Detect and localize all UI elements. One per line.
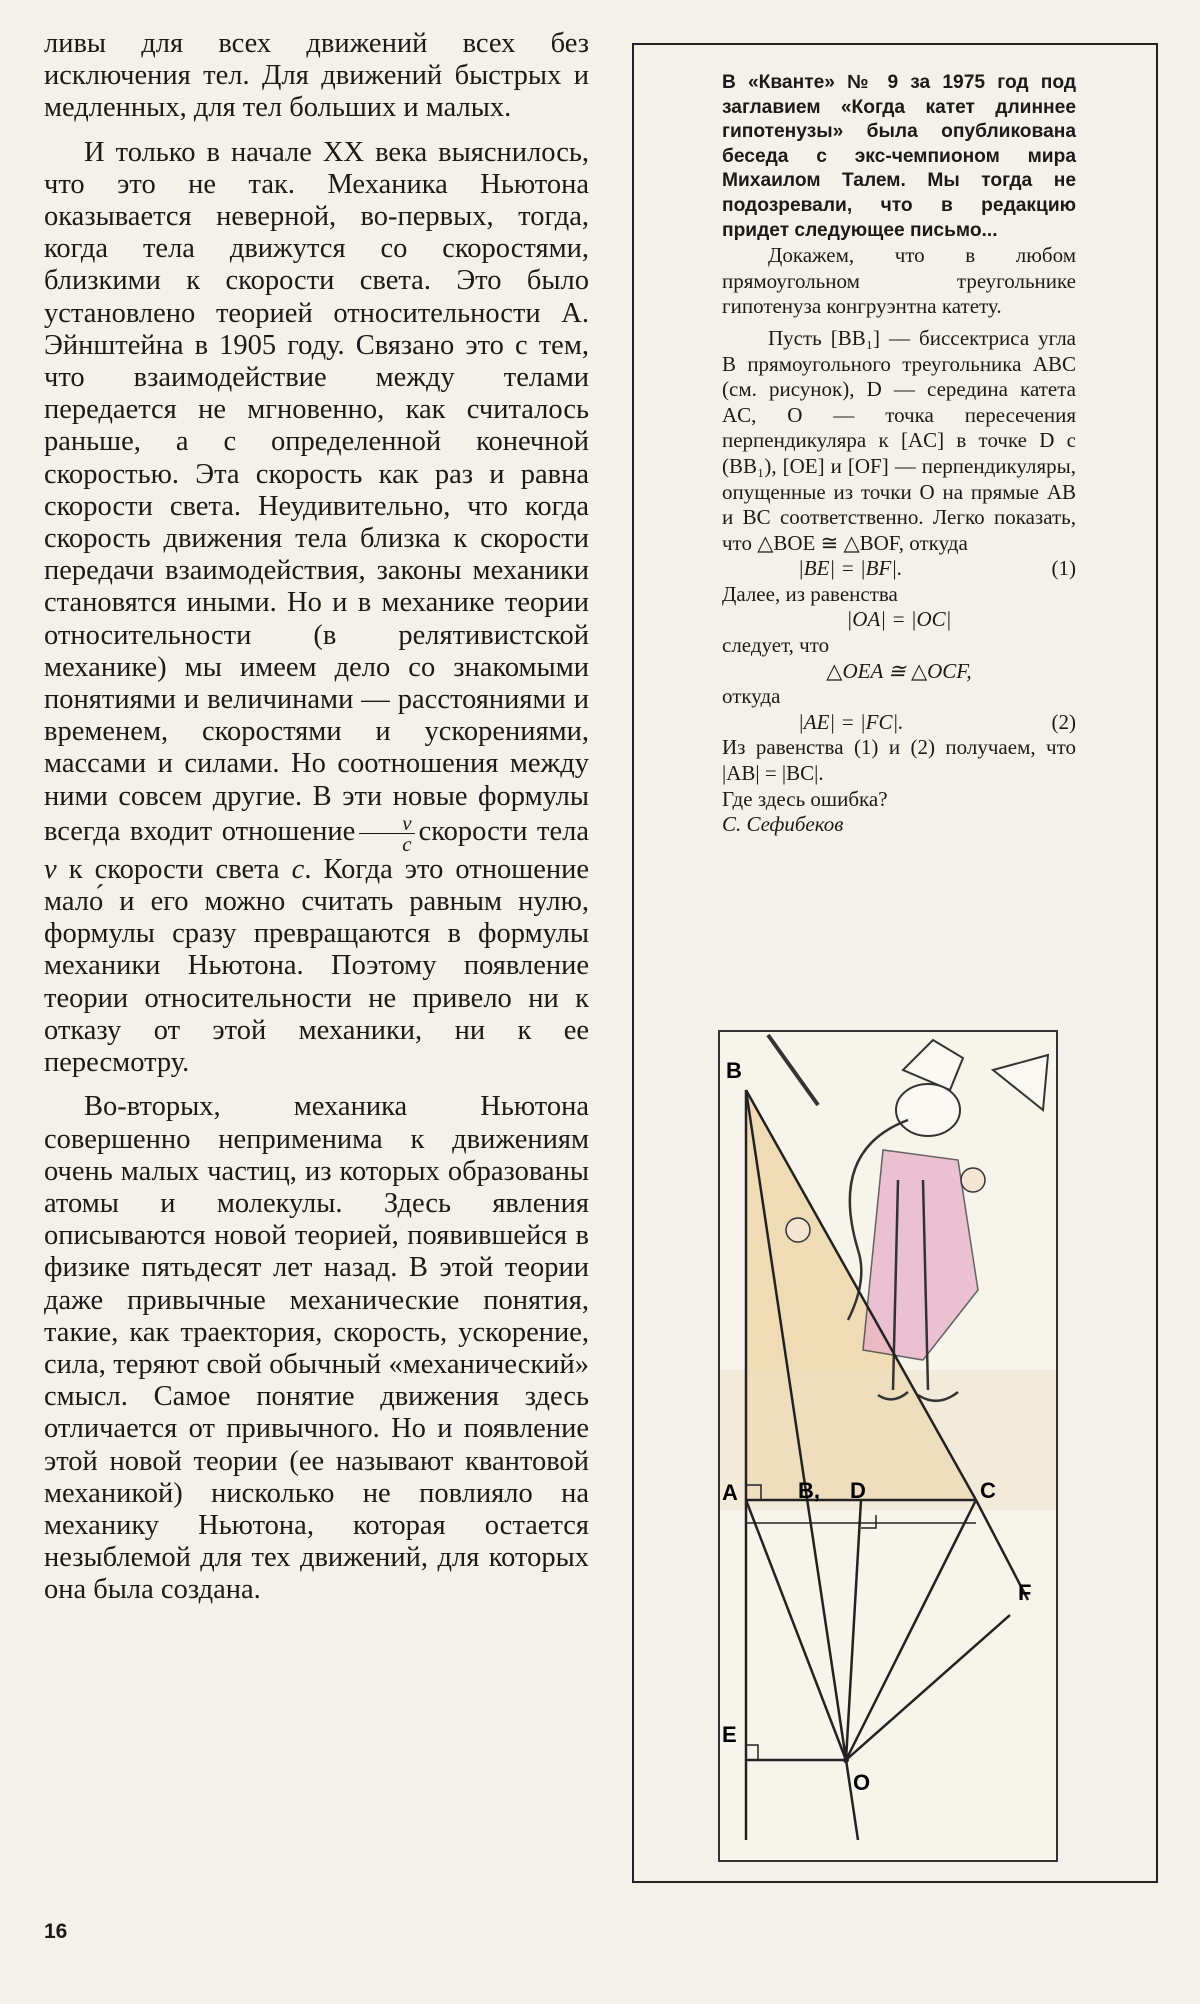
- sidebar-box: [632, 43, 1158, 1883]
- label-B1: B,: [798, 1478, 820, 1503]
- label-F: F: [1018, 1580, 1032, 1605]
- sidebar-question: Где здесь ошибка?: [722, 786, 888, 811]
- text-follows: следует, что: [722, 633, 830, 658]
- paragraph-2-rest: . Когда это отношение мало́ и его можно считать равным нулю, формулы сразу превращаются в формулы механики Ньютона. Поэтому появление теории относительности не привело ни к отказу от этой механики, ни к ее пересмотру.: [44, 853, 590, 1079]
- equation-2-expr: |AE| = |FC|.: [798, 709, 904, 734]
- velocity-var: v: [44, 853, 57, 885]
- equation-1-expr: |BE| = |BF|.: [798, 556, 903, 581]
- label-E: E: [722, 1722, 737, 1747]
- label-C: C: [980, 1478, 996, 1503]
- sidebar-claim: Докажем, что в любом прямоугольном треугольнике гипотенуза конгруэнтна катету.: [722, 243, 1076, 319]
- stage-floor: [720, 1370, 1056, 1510]
- equation-2: [722, 710, 1076, 736]
- magician-head: [896, 1084, 960, 1136]
- main-text-column: [44, 28, 589, 1619]
- fraction-numerator: v: [359, 813, 414, 834]
- sidebar-proof: Пусть [BB₁] — биссектриса угла B прямоугольного треугольника ABC (см. рисунок), D — середина катета AC, O — точка пересечения перпендикуляра к [AC] в точке D с (BB₁), [OE] и [OF] — перпендикуляры, опущенные из точки O на прямые AB и BC соответственно. Легко показать, что △BOE ≅ △BOF, откуда: [722, 325, 1076, 555]
- paragraph-2: [44, 137, 589, 1080]
- sidebar-conclusion: Из равенства (1) и (2) получаем, что |AB| = |BC|.: [722, 735, 1076, 786]
- paragraph-2-b: скорости тела: [418, 815, 589, 847]
- equation-2-number: (2): [1051, 709, 1076, 734]
- label-D: D: [850, 1478, 866, 1503]
- equation-oa-oc: |OA| = |OC|: [846, 607, 952, 632]
- paragraph-2-text: И только в начале XX века выяснилось, что это не так. Механика Ньютона оказывается неверной, во-первых, тогда, когда тела движутся со скоростями, близкими к скорости света. Это было установлено теорией относительности А. Эйнштейна в 1905 году. Связано это с тем, что взаимодействие между телами передается не мгновенно, как считалось раньше, а с определенной конечной скоростью. Эта скорость как раз и равна скорости света. Неудивительно, что когда скорость движения тела близка к скорости передачи взаимодействия, законы механики становятся иными. Но и в механике теории относительности (в релятивистской механике) мы имеем дело со знакомыми понятиями и величинами — расстояниями и временем, скоростями и ускорениями, массами и силами. Но соотношения между ними совсем другие. В эти новые формулы всегда входит отношение: [44, 136, 589, 847]
- text-whence: откуда: [722, 684, 781, 709]
- paragraph-3: Во-вторых, механика Ньютона совершенно неприменима к движениям очень малых частиц, из которых образованы атомы и молекулы. Здесь явления описываются новой теорией, появившейся в физике пятьдесят лет назад. В этой теории даже привычные механические понятия, такие, как траектория, скорость, ускорение, сила, теряют свой обычный «механический» смысл. Самое понятие движения здесь отличается от привычного. Но и появление этой новой теории (ее называют квантовой механикой) нисколько не повлияло на механику Ньютона, которая остается незыблемой для тех движений, для которых она была создана.: [44, 1091, 589, 1606]
- sidebar-content: [722, 71, 1076, 838]
- spectator-face-1: [961, 1168, 985, 1192]
- page-number: 16: [44, 1920, 68, 1943]
- equation-triangles: △OEA ≅ △OCF,: [826, 658, 972, 683]
- label-A: A: [722, 1480, 738, 1505]
- equation-1-number: (1): [1051, 556, 1076, 581]
- spectator-face-2: [786, 1218, 810, 1242]
- geometry-cartoon-illustration: [718, 1030, 1058, 1862]
- text-further: Далее, из равенства: [722, 581, 898, 606]
- label-B: B: [726, 1058, 742, 1083]
- velocity-fraction: [359, 810, 414, 856]
- sidebar-intro: В «Кванте» № 9 за 1975 год под заглавием «Когда катет длиннее гипотенузы» была опубликована беседа с экс-чемпионом мира Михаилом Талем. Мы тогда не подозревали, что в редакцию придет следующее письмо...: [722, 72, 1076, 241]
- paragraph-2-c: к скорости света: [68, 853, 280, 885]
- fraction-denominator: c: [402, 831, 412, 856]
- label-O: O: [853, 1770, 871, 1795]
- point-O: [843, 1757, 849, 1763]
- light-speed-var: c: [291, 853, 305, 885]
- paragraph-1: ливы для всех движений всех без исключения тел. Для движений быстрых и медленных, для тел больших и малых.: [44, 28, 589, 124]
- equation-1: [722, 556, 1076, 582]
- sidebar-signature: С. Сефибеков: [722, 812, 844, 837]
